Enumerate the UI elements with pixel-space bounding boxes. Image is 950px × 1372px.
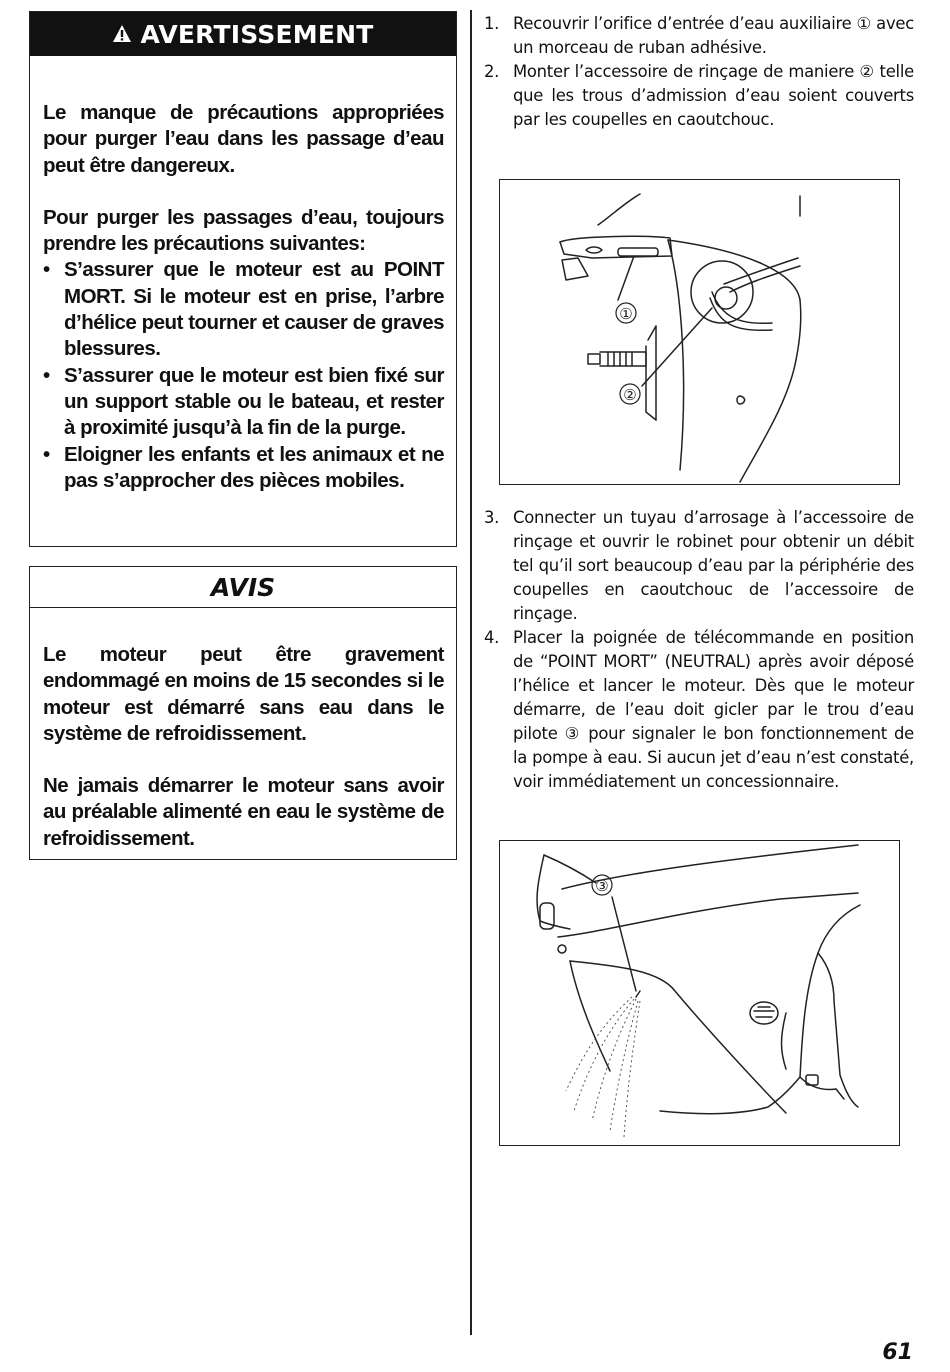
column-divider (470, 10, 472, 1335)
warning-title: AVERTISSEMENT (140, 19, 374, 49)
list-item: • Eloigner les enfants et les animaux et ne pas s’approcher des pièces mobiles. (43, 442, 444, 492)
step-item: 4. Placer la poignée de télécommande en position de “POINT MORT” (NEUTRAL) après avoir déposé l’hélice et lancer le moteur. Dès que le moteur démarre, de l’eau doit gicler par le trou d’eau pilote ③ pour signaler le bon fonctionnement de la pompe à eau. Si aucun jet d’eau n’est constaté, voir immédiatement un concessionnaire. (484, 628, 914, 791)
warning-triangle-icon (112, 20, 132, 49)
warning-paragraph-1: Le manque de précautions appropriées pour purger l’eau dans les passage d’eau peut être dangereux. (43, 101, 444, 177)
callout-3: ③ (595, 877, 609, 895)
warning-paragraph-2: Pour purger les passages d’eau, toujours prendre les précautions suivantes: (43, 205, 444, 256)
callout-1: ① (619, 305, 633, 323)
notice-box (29, 566, 457, 860)
flushing-attachment-illustration (500, 180, 898, 483)
step-item: 1. Recouvrir l’orifice d’entrée d’eau auxiliaire ① avec un morceau de ruban adhésive. (484, 14, 914, 57)
steps-list-bottom (484, 506, 914, 794)
notice-paragraph-1: Le moteur peut être gravement endommagé en moins de 15 secondes si le moteur est démarré sans eau dans le système de refroidissement. (43, 643, 444, 745)
step-item: 3. Connecter un tuyau d’arrosage à l’accessoire de rinçage et ouvrir le robinet pour obtenir un débit tel qu’il sort beaucoup d’eau par la périphérie des coupelles en caoutchouc de l’accessoire de rinçage. (484, 508, 914, 623)
warning-box (29, 11, 457, 547)
list-item: • S’assurer que le moteur est au POINT MORT. Si le moteur est en prise, l’arbre d’hélice peut tourner et causer de graves blessures. (43, 258, 444, 361)
bullet-icon: • (43, 258, 50, 282)
warning-bullet-list (43, 257, 444, 494)
figure-flushing-attachment (499, 179, 900, 485)
page-number: 61 (882, 1340, 913, 1365)
pilot-water-hole-illustration (500, 841, 898, 1144)
steps-list-top (484, 12, 914, 132)
figure-pilot-water-hole (499, 840, 900, 1146)
notice-paragraph-2: Ne jamais démarrer le moteur sans avoir au préalable alimenté en eau le système de refroidissement. (43, 774, 444, 850)
notice-header: AVIS (30, 567, 456, 608)
bullet-icon: • (43, 442, 50, 466)
callout-2: ② (623, 386, 637, 404)
list-item: • S’assurer que le moteur est bien fixé sur un support stable ou le bateau, et rester à proximité jusqu’à la fin de la purge. (43, 363, 444, 440)
step-item: 2. Monter l’accessoire de rinçage de maniere ② telle que les trous d’admission d’eau soient couverts par les coupelles en caoutchouc. (484, 62, 914, 129)
warning-header (30, 12, 456, 56)
bullet-icon: • (43, 363, 50, 387)
